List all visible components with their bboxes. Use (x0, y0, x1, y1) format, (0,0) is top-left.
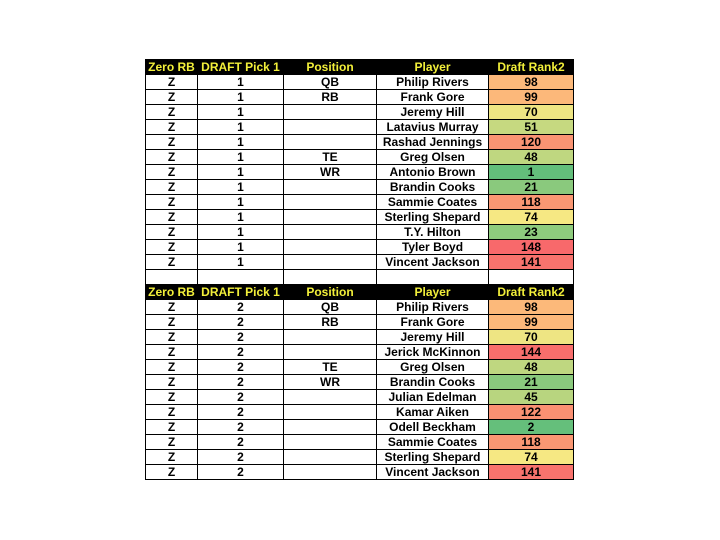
player-cell: Vincent Jackson (377, 255, 489, 270)
position-cell (284, 120, 377, 135)
header-position: Position (284, 285, 377, 300)
zero-rb-cell: Z (146, 465, 198, 480)
header-row (146, 285, 574, 300)
draft-rank-cell: 70 (489, 105, 574, 120)
position-cell (284, 210, 377, 225)
zero-rb-cell: Z (146, 435, 198, 450)
draft-pick-cell: 2 (198, 405, 284, 420)
table-row (146, 360, 574, 375)
draft-pick-cell: 1 (198, 75, 284, 90)
draft-table-body (146, 60, 574, 480)
header-player: Player (377, 285, 489, 300)
position-cell (284, 180, 377, 195)
draft-pick-cell: 1 (198, 165, 284, 180)
table-row (146, 210, 574, 225)
draft-pick-cell: 2 (198, 390, 284, 405)
player-cell: Brandin Cooks (377, 375, 489, 390)
draft-rank-cell: 99 (489, 90, 574, 105)
table-row (146, 150, 574, 165)
position-cell: WR (284, 375, 377, 390)
zero-rb-cell: Z (146, 75, 198, 90)
draft-pick-cell: 2 (198, 315, 284, 330)
player-cell: Jeremy Hill (377, 330, 489, 345)
draft-pick-cell: 1 (198, 255, 284, 270)
position-cell (284, 420, 377, 435)
draft-rank-cell: 1 (489, 165, 574, 180)
empty-cell (198, 270, 284, 285)
draft-table (145, 59, 574, 480)
position-cell (284, 255, 377, 270)
table-row (146, 105, 574, 120)
player-cell: Julian Edelman (377, 390, 489, 405)
empty-cell (489, 270, 574, 285)
position-cell (284, 405, 377, 420)
position-cell (284, 225, 377, 240)
draft-pick-cell: 2 (198, 420, 284, 435)
draft-rank-cell: 74 (489, 450, 574, 465)
table-row (146, 255, 574, 270)
zero-rb-cell: Z (146, 345, 198, 360)
table-row (146, 315, 574, 330)
player-cell: Odell Beckham (377, 420, 489, 435)
position-cell: QB (284, 75, 377, 90)
zero-rb-cell: Z (146, 315, 198, 330)
draft-rank-cell: 98 (489, 300, 574, 315)
zero-rb-cell: Z (146, 240, 198, 255)
player-cell: Frank Gore (377, 90, 489, 105)
player-cell: Sterling Shepard (377, 450, 489, 465)
table-row (146, 390, 574, 405)
player-cell: Greg Olsen (377, 360, 489, 375)
player-cell: Vincent Jackson (377, 465, 489, 480)
draft-pick-cell: 1 (198, 90, 284, 105)
player-cell: Sammie Coates (377, 195, 489, 210)
zero-rb-cell: Z (146, 90, 198, 105)
draft-rank-cell: 148 (489, 240, 574, 255)
zero-rb-cell: Z (146, 135, 198, 150)
draft-rank-cell: 118 (489, 435, 574, 450)
position-cell (284, 435, 377, 450)
table-row (146, 120, 574, 135)
position-cell: QB (284, 300, 377, 315)
player-cell: Philip Rivers (377, 75, 489, 90)
position-cell: TE (284, 360, 377, 375)
empty-cell (377, 270, 489, 285)
table-row (146, 75, 574, 90)
draft-pick-cell: 2 (198, 435, 284, 450)
draft-pick-cell: 2 (198, 465, 284, 480)
zero-rb-cell: Z (146, 375, 198, 390)
position-cell (284, 240, 377, 255)
zero-rb-cell: Z (146, 255, 198, 270)
zero-rb-cell: Z (146, 330, 198, 345)
empty-cell (284, 270, 377, 285)
position-cell (284, 390, 377, 405)
position-cell (284, 195, 377, 210)
draft-pick-cell: 2 (198, 330, 284, 345)
draft-pick-cell: 1 (198, 210, 284, 225)
zero-rb-cell: Z (146, 195, 198, 210)
zero-rb-cell: Z (146, 225, 198, 240)
draft-rank-cell: 99 (489, 315, 574, 330)
position-cell: RB (284, 90, 377, 105)
draft-rank-cell: 98 (489, 75, 574, 90)
player-cell: Sammie Coates (377, 435, 489, 450)
zero-rb-cell: Z (146, 450, 198, 465)
position-cell: TE (284, 150, 377, 165)
position-cell (284, 345, 377, 360)
table-row (146, 180, 574, 195)
draft-pick-cell: 2 (198, 360, 284, 375)
player-cell: Frank Gore (377, 315, 489, 330)
draft-rank-cell: 144 (489, 345, 574, 360)
draft-rank-cell: 2 (489, 420, 574, 435)
draft-pick-cell: 1 (198, 120, 284, 135)
draft-rank-cell: 141 (489, 255, 574, 270)
zero-rb-cell: Z (146, 210, 198, 225)
table-row (146, 405, 574, 420)
zero-rb-cell: Z (146, 165, 198, 180)
position-cell (284, 330, 377, 345)
player-cell: Greg Olsen (377, 150, 489, 165)
zero-rb-cell: Z (146, 105, 198, 120)
draft-pick-cell: 2 (198, 375, 284, 390)
position-cell (284, 465, 377, 480)
empty-cell (146, 270, 198, 285)
spacer-row (146, 270, 574, 285)
player-cell: T.Y. Hilton (377, 225, 489, 240)
draft-rank-cell: 23 (489, 225, 574, 240)
header-draft-rank: Draft Rank2 (489, 285, 574, 300)
draft-rank-cell: 74 (489, 210, 574, 225)
player-cell: Jerick McKinnon (377, 345, 489, 360)
table-row (146, 300, 574, 315)
table-row (146, 345, 574, 360)
zero-rb-cell: Z (146, 300, 198, 315)
table-row (146, 375, 574, 390)
header-zero-rb: Zero RB (146, 285, 198, 300)
zero-rb-cell: Z (146, 120, 198, 135)
player-cell: Brandin Cooks (377, 180, 489, 195)
zero-rb-cell: Z (146, 180, 198, 195)
draft-rank-cell: 122 (489, 405, 574, 420)
header-draft-pick: DRAFT Pick 1 (198, 285, 284, 300)
draft-rank-cell: 51 (489, 120, 574, 135)
table-row (146, 450, 574, 465)
header-draft-rank: Draft Rank2 (489, 60, 574, 75)
header-player: Player (377, 60, 489, 75)
header-row (146, 60, 574, 75)
player-cell: Sterling Shepard (377, 210, 489, 225)
position-cell: WR (284, 165, 377, 180)
draft-rank-cell: 120 (489, 135, 574, 150)
draft-pick-cell: 1 (198, 180, 284, 195)
zero-rb-cell: Z (146, 405, 198, 420)
table-row (146, 90, 574, 105)
draft-pick-cell: 2 (198, 450, 284, 465)
player-cell: Antonio Brown (377, 165, 489, 180)
draft-pick-cell: 2 (198, 300, 284, 315)
player-cell: Latavius Murray (377, 120, 489, 135)
position-cell (284, 450, 377, 465)
draft-rank-cell: 48 (489, 150, 574, 165)
zero-rb-cell: Z (146, 390, 198, 405)
draft-rank-cell: 118 (489, 195, 574, 210)
header-draft-pick: DRAFT Pick 1 (198, 60, 284, 75)
header-position: Position (284, 60, 377, 75)
position-cell: RB (284, 315, 377, 330)
table-row (146, 330, 574, 345)
header-zero-rb: Zero RB (146, 60, 198, 75)
table-row (146, 135, 574, 150)
table-row (146, 420, 574, 435)
table-row (146, 195, 574, 210)
draft-pick-cell: 1 (198, 105, 284, 120)
draft-pick-cell: 2 (198, 345, 284, 360)
draft-rank-cell: 21 (489, 375, 574, 390)
position-cell (284, 105, 377, 120)
table-row (146, 240, 574, 255)
draft-rank-cell: 141 (489, 465, 574, 480)
zero-rb-cell: Z (146, 150, 198, 165)
draft-rank-cell: 21 (489, 180, 574, 195)
table-row (146, 435, 574, 450)
player-cell: Jeremy Hill (377, 105, 489, 120)
zero-rb-cell: Z (146, 360, 198, 375)
draft-pick-cell: 1 (198, 225, 284, 240)
draft-pick-cell: 1 (198, 150, 284, 165)
position-cell (284, 135, 377, 150)
draft-pick-cell: 1 (198, 135, 284, 150)
draft-rank-cell: 45 (489, 390, 574, 405)
player-cell: Philip Rivers (377, 300, 489, 315)
draft-pick-cell: 1 (198, 195, 284, 210)
zero-rb-cell: Z (146, 420, 198, 435)
player-cell: Kamar Aiken (377, 405, 489, 420)
player-cell: Rashad Jennings (377, 135, 489, 150)
table-row (146, 165, 574, 180)
player-cell: Tyler Boyd (377, 240, 489, 255)
table-row (146, 225, 574, 240)
draft-rank-cell: 70 (489, 330, 574, 345)
table-row (146, 465, 574, 480)
draft-rank-cell: 48 (489, 360, 574, 375)
draft-pick-cell: 1 (198, 240, 284, 255)
